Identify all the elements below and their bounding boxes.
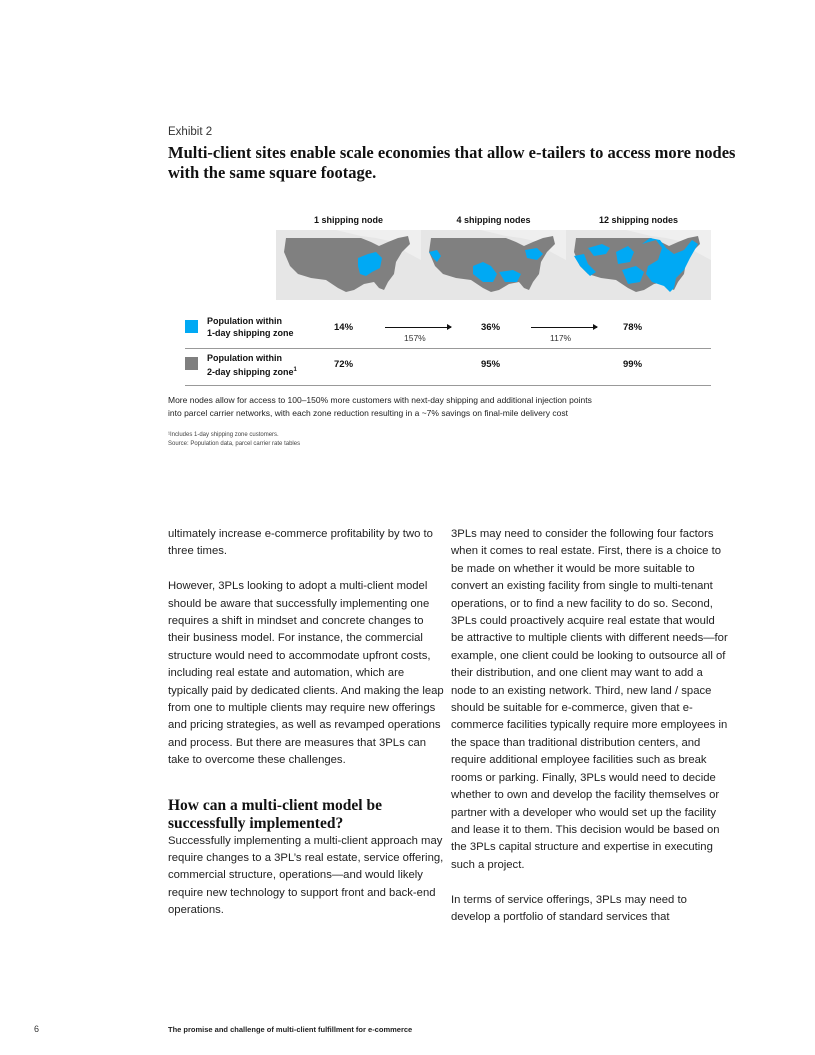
map-4-nodes (421, 230, 566, 300)
map-1-node (276, 230, 421, 300)
arrow-right-icon (385, 327, 451, 328)
paragraph: 3PLs may need to consider the following four factors when it comes to real estate. First, there is a choice to be made on whether it would be more suitable to convert an existing facility from single to multi-tenant operations, or to find a new facility to do so. Second, 3PLs could proactively acquire real estate that would be attractive to multiple clients with different needs—for example, one client could be looking to outsource all of their distribution, and one client may want to add a node to an existing network. Third, new land / space should be suitable for e-commerce, given that e-commerce facilities typically require more employees in the space than traditional distribution centers, and require additional employee facilities such as break rooms or parking. Finally, 3PLs would need to decide whether to own and develop the facility themselves or partner with a developer who would set up the facility and lease it to them. This decision would be based on the 3PLs capital structure and expertise in executing such a project. (451, 528, 728, 871)
row-label-1-day (207, 315, 294, 339)
value-2-day-12-nodes: 99% (623, 359, 643, 370)
running-footer-title: The promise and challenge of multi-client fulfillment for e-commerce (168, 1025, 413, 1034)
table-row-1-day (185, 312, 711, 349)
source-note: Source: Population data, parcel carrier rate tables (168, 441, 301, 447)
us-map-icon (421, 230, 566, 300)
value-2-day-1-node: 72% (334, 359, 354, 370)
paragraph: In terms of service offerings, 3PLs may need to develop a portfolio of standard services that (451, 893, 687, 923)
value-1-day-4-nodes: 36% (481, 322, 501, 333)
body-column-right (451, 526, 729, 944)
caption-line2: into parcel carrier networks, with each zone reduction resulting in a ~7% savings on final-mile delivery cost (168, 408, 568, 418)
us-map-icon (276, 230, 421, 300)
page-number: 6 (34, 1024, 40, 1034)
arrow-right-icon (531, 327, 597, 328)
us-map-icon (566, 230, 711, 300)
exhibit-caption (168, 394, 728, 420)
footnote-mark: 1 (293, 367, 297, 373)
map-header-4-nodes: 4 shipping nodes (456, 215, 531, 225)
row-label-line2: 1-day shipping zone (207, 328, 294, 338)
body-column-left (168, 526, 446, 937)
map-headers (276, 215, 711, 229)
table-row-2-day (185, 349, 711, 386)
row-label-line2: 2-day shipping zone (207, 367, 294, 377)
paragraph: Successfully implementing a multi-client approach may require changes to a 3PL’s real estate, service offering, commercial structure, operations—and would likely require new technology to support front and back-end operations. (168, 834, 444, 917)
exhibit-label: Exhibit 2 (168, 126, 213, 138)
footnote-1: ¹Includes 1-day shipping zone customers. (168, 432, 279, 438)
row-label-2-day (207, 352, 297, 378)
value-1-day-1-node: 14% (334, 322, 354, 333)
us-maps (276, 230, 711, 300)
map-12-nodes (566, 230, 711, 300)
map-header-1-node: 1 shipping node (314, 215, 383, 225)
value-2-day-4-nodes: 95% (481, 359, 501, 370)
exhibit-footnotes (168, 431, 300, 449)
coverage-table (185, 312, 711, 386)
paragraph: ultimately increase e-commerce profitability by two to three times. (168, 528, 433, 558)
caption-line1: More nodes allow for access to 100–150% more customers with next-day shipping and additional injection points (168, 395, 592, 405)
legend-swatch-1-day (185, 320, 198, 333)
legend-swatch-2-day (185, 357, 198, 370)
value-1-day-12-nodes: 78% (623, 322, 643, 333)
section-heading: How can a multi-client model be successfully implemented? (168, 796, 382, 832)
growth-label-1: 157% (404, 333, 426, 343)
map-header-12-nodes: 12 shipping nodes (598, 215, 678, 225)
row-label-line1: Population within (207, 353, 282, 363)
paragraph: However, 3PLs looking to adopt a multi-client model should be aware that successfully implementing one requires a shift in mindset and concrete changes to their business model. For instance, the commercial structure would need to accommodate upfront costs, including real estate and automation, which are typically paid by dedicated clients. And making the leap from one to multiple clients may require new offerings and pricing strategies, as well as revamped operations and process. But there are measures that 3PLs can take to overcome these challenges. (168, 580, 444, 767)
exhibit-title: Multi-client sites enable scale economies that allow e-tailers to access more nodes with the same square footage. (168, 143, 736, 182)
row-label-line1: Population within (207, 316, 282, 326)
growth-label-2: 117% (550, 333, 572, 343)
